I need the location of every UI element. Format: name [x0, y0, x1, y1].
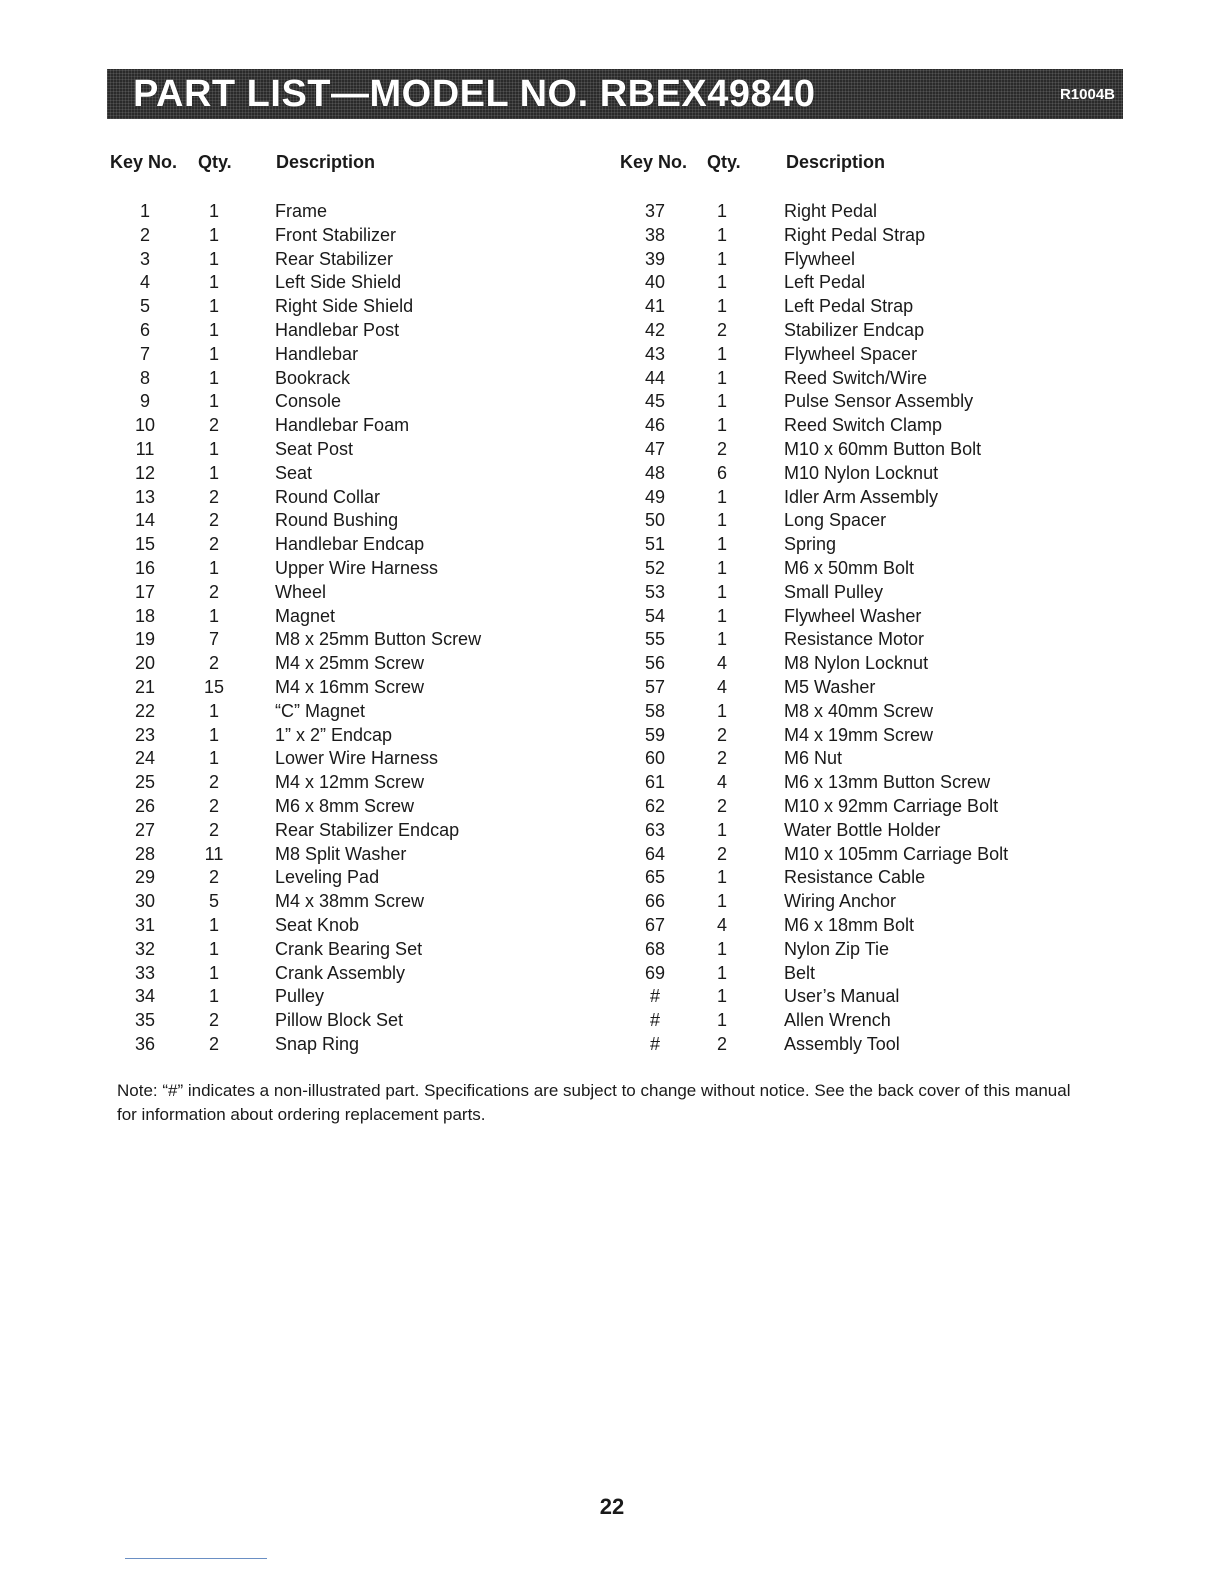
- key-number: 34: [134, 986, 156, 1007]
- quantity: 1: [716, 272, 727, 293]
- key-number: 68: [644, 938, 666, 959]
- key-number: #: [649, 986, 660, 1007]
- key-number: 10: [134, 415, 156, 436]
- key-number: 30: [134, 891, 156, 912]
- key-number: #: [649, 1033, 660, 1054]
- part-description: Crank Bearing Set: [275, 938, 423, 959]
- quantity: 2: [208, 819, 219, 840]
- part-description: Flywheel: [784, 248, 856, 269]
- part-description: Idler Arm Assembly: [784, 486, 939, 507]
- key-number: 43: [644, 343, 666, 364]
- quantity: 2: [716, 438, 727, 459]
- key-number: 41: [644, 296, 666, 317]
- part-description: Console: [275, 391, 342, 412]
- key-number: 28: [134, 843, 156, 864]
- key-number: 5: [139, 296, 150, 317]
- quantity: 5: [208, 891, 219, 912]
- quantity: 1: [208, 438, 219, 459]
- key-number: 22: [134, 700, 156, 721]
- key-number: 48: [644, 462, 666, 483]
- key-number: 49: [644, 486, 666, 507]
- key-number: 61: [644, 772, 666, 793]
- quantity: 4: [716, 653, 727, 674]
- key-number: 4: [139, 272, 150, 293]
- quantity: 2: [716, 748, 727, 769]
- part-description: Handlebar Foam: [275, 415, 410, 436]
- key-number: 32: [134, 938, 156, 959]
- part-description: M6 Nut: [784, 748, 843, 769]
- key-number: 53: [644, 581, 666, 602]
- quantity: 1: [208, 914, 219, 935]
- quantity: 1: [208, 557, 219, 578]
- part-description: M4 x 19mm Screw: [784, 724, 934, 745]
- key-number: 16: [134, 557, 156, 578]
- key-number: 31: [134, 914, 156, 935]
- part-description: Seat Knob: [275, 914, 360, 935]
- quantity: 4: [716, 676, 727, 697]
- key-number: 7: [139, 343, 150, 364]
- quantity: 6: [716, 462, 727, 483]
- part-description: Bookrack: [275, 367, 351, 388]
- part-description: Left Pedal: [784, 272, 866, 293]
- quantity: 1: [716, 296, 727, 317]
- key-number: 44: [644, 367, 666, 388]
- title-banner: [107, 69, 1123, 119]
- part-description: Round Collar: [275, 486, 381, 507]
- key-number: 15: [134, 534, 156, 555]
- quantity: 2: [716, 724, 727, 745]
- key-number: 69: [644, 962, 666, 983]
- part-description: M8 Split Washer: [275, 843, 407, 864]
- key-number: 58: [644, 700, 666, 721]
- quantity: 2: [208, 1010, 219, 1031]
- key-number: 60: [644, 748, 666, 769]
- part-description: Belt: [784, 962, 816, 983]
- part-description: M4 x 38mm Screw: [275, 891, 425, 912]
- key-number: 12: [134, 462, 156, 483]
- quantity: 1: [716, 605, 727, 626]
- key-number: 20: [134, 653, 156, 674]
- key-number: 36: [134, 1033, 156, 1054]
- quantity: 1: [716, 367, 727, 388]
- part-description: Frame: [275, 201, 328, 221]
- footer-divider: [125, 1558, 267, 1559]
- part-description: User’s Manual: [784, 986, 900, 1007]
- part-description: M10 x 105mm Carriage Bolt: [784, 843, 1009, 864]
- key-number: 47: [644, 438, 666, 459]
- part-description: Right Side Shield: [275, 296, 414, 317]
- quantity: 2: [716, 843, 727, 864]
- key-number: 23: [134, 724, 156, 745]
- part-description: Right Pedal Strap: [784, 224, 926, 245]
- quantity: 2: [208, 510, 219, 531]
- quantity: 1: [716, 248, 727, 269]
- quantity: 1: [716, 391, 727, 412]
- left-header-key-no: Key No.: [110, 152, 178, 172]
- part-description: Nylon Zip Tie: [784, 938, 890, 959]
- part-description: Lower Wire Harness: [275, 748, 439, 769]
- key-number: 9: [139, 391, 150, 412]
- key-number: 24: [134, 748, 156, 769]
- key-number: 51: [644, 534, 666, 555]
- quantity: 2: [208, 534, 219, 555]
- quantity: 1: [716, 486, 727, 507]
- part-description: Front Stabilizer: [275, 224, 397, 245]
- quantity: 1: [208, 700, 219, 721]
- key-number: 63: [644, 819, 666, 840]
- quantity: 1: [208, 462, 219, 483]
- note-text: Note: “#” indicates a non-illustrated part. Specifications are subject to change without notice. See the back cover of this manual for information about ordering replacement parts.: [117, 1081, 1071, 1124]
- key-number: 46: [644, 415, 666, 436]
- quantity: 4: [716, 914, 727, 935]
- quantity: 2: [208, 415, 219, 436]
- key-number: 11: [135, 438, 155, 459]
- part-description: Assembly Tool: [784, 1033, 900, 1054]
- quantity: 1: [716, 938, 727, 959]
- key-number: 27: [134, 819, 156, 840]
- quantity: 1: [208, 962, 219, 983]
- quantity: 1: [716, 557, 727, 578]
- part-description: M10 x 92mm Carriage Bolt: [784, 795, 999, 816]
- part-description: 1” x 2” Endcap: [275, 724, 393, 745]
- part-description: Snap Ring: [275, 1033, 360, 1054]
- right-header-description: Description: [786, 152, 886, 172]
- part-description: Rear Stabilizer: [275, 248, 394, 269]
- quantity: 1: [716, 867, 727, 888]
- part-description: Handlebar Endcap: [275, 534, 425, 555]
- part-description: Right Pedal: [784, 201, 878, 221]
- key-number: 66: [644, 891, 666, 912]
- right-header-key-no: Key No.: [620, 152, 688, 172]
- left-header-description: Description: [276, 152, 376, 172]
- key-number: 40: [644, 272, 666, 293]
- part-description: Spring: [784, 534, 837, 555]
- part-description: M6 x 8mm Screw: [275, 795, 415, 816]
- quantity: 1: [716, 534, 727, 555]
- part-description: Long Spacer: [784, 510, 887, 531]
- part-description: Left Side Shield: [275, 272, 402, 293]
- key-number: 56: [644, 653, 666, 674]
- part-description: Seat Post: [275, 438, 354, 459]
- quantity: 2: [208, 581, 219, 602]
- key-number: 37: [644, 201, 666, 221]
- key-number: 2: [139, 224, 150, 245]
- key-number: 26: [134, 795, 156, 816]
- part-description: Small Pulley: [784, 581, 884, 602]
- part-description: Seat: [275, 462, 313, 483]
- quantity: 2: [208, 1033, 219, 1054]
- quantity: 1: [208, 986, 219, 1007]
- key-number: 38: [644, 224, 666, 245]
- key-number: 29: [134, 867, 156, 888]
- quantity: 1: [716, 510, 727, 531]
- quantity: 1: [208, 296, 219, 317]
- part-description: Handlebar Post: [275, 319, 400, 340]
- quantity: 1: [208, 343, 219, 364]
- part-description: M6 x 18mm Bolt: [784, 914, 915, 935]
- right-header-qty: Qty.: [707, 152, 741, 172]
- quantity: 7: [208, 629, 219, 650]
- key-number: 55: [644, 629, 666, 650]
- quantity: 1: [716, 962, 727, 983]
- key-number: 52: [644, 557, 666, 578]
- quantity: 1: [716, 629, 727, 650]
- key-number: 54: [644, 605, 666, 626]
- quantity: 1: [208, 319, 219, 340]
- document-code: R1004B: [1059, 86, 1115, 103]
- part-description: Upper Wire Harness: [275, 557, 439, 578]
- key-number: 57: [644, 676, 666, 697]
- part-description: Handlebar: [275, 343, 359, 364]
- part-description: Flywheel Spacer: [784, 343, 918, 364]
- key-number: 8: [139, 367, 150, 388]
- page-number: 22: [599, 1494, 625, 1519]
- part-description: M4 x 12mm Screw: [275, 772, 425, 793]
- part-description: M5 Washer: [784, 676, 876, 697]
- part-description: M8 x 25mm Button Screw: [275, 629, 482, 650]
- part-description: M6 x 13mm Button Screw: [784, 772, 991, 793]
- quantity: 1: [716, 1010, 727, 1031]
- quantity: 1: [716, 581, 727, 602]
- key-number: 64: [644, 843, 666, 864]
- key-number: #: [649, 1010, 660, 1031]
- part-description: Wheel: [275, 581, 327, 602]
- part-description: Wiring Anchor: [784, 891, 897, 912]
- quantity: 1: [208, 938, 219, 959]
- quantity: 1: [716, 986, 727, 1007]
- part-description: Leveling Pad: [275, 867, 380, 888]
- key-number: 39: [644, 248, 666, 269]
- page-title: PART LIST—MODEL NO. RBEX49840: [133, 73, 816, 115]
- key-number: 19: [134, 629, 156, 650]
- quantity: 2: [208, 795, 219, 816]
- part-description: “C” Magnet: [275, 700, 366, 721]
- part-description: Left Pedal Strap: [784, 296, 914, 317]
- part-description: Pillow Block Set: [275, 1010, 404, 1031]
- key-number: 3: [139, 248, 150, 269]
- key-number: 50: [644, 510, 666, 531]
- quantity: 1: [208, 248, 219, 269]
- part-description: M8 x 40mm Screw: [784, 700, 934, 721]
- key-number: 6: [139, 319, 150, 340]
- key-number: 13: [134, 486, 156, 507]
- quantity: 2: [716, 1033, 727, 1054]
- key-number: 67: [644, 914, 666, 935]
- quantity: 1: [716, 700, 727, 721]
- part-description: Pulse Sensor Assembly: [784, 391, 974, 412]
- key-number: 18: [134, 605, 156, 626]
- part-description: Stabilizer Endcap: [784, 319, 925, 340]
- quantity: 2: [208, 486, 219, 507]
- part-description: Crank Assembly: [275, 962, 406, 983]
- part-description: Reed Switch/Wire: [784, 367, 928, 388]
- part-description: Reed Switch Clamp: [784, 415, 943, 436]
- key-number: 25: [134, 772, 156, 793]
- part-description: Resistance Motor: [784, 629, 925, 650]
- key-number: 17: [134, 581, 156, 602]
- key-number: 62: [644, 795, 666, 816]
- quantity: 1: [208, 272, 219, 293]
- quantity: 1: [716, 201, 727, 221]
- quantity: 1: [208, 367, 219, 388]
- quantity: 1: [208, 724, 219, 745]
- part-description: Pulley: [275, 986, 325, 1007]
- part-description: M4 x 25mm Screw: [275, 653, 425, 674]
- part-description: Water Bottle Holder: [784, 819, 941, 840]
- key-number: 1: [139, 201, 150, 221]
- quantity: 2: [208, 867, 219, 888]
- quantity: 1: [716, 415, 727, 436]
- key-number: 21: [134, 676, 156, 697]
- quantity: 4: [716, 772, 727, 793]
- part-description: Round Bushing: [275, 510, 399, 531]
- key-number: 65: [644, 867, 666, 888]
- quantity: 1: [208, 605, 219, 626]
- quantity: 1: [716, 891, 727, 912]
- part-description: Magnet: [275, 605, 336, 626]
- key-number: 35: [134, 1010, 156, 1031]
- quantity: 1: [208, 224, 219, 245]
- quantity: 1: [208, 201, 219, 221]
- quantity: 1: [716, 224, 727, 245]
- quantity: 1: [716, 343, 727, 364]
- part-description: Flywheel Washer: [784, 605, 922, 626]
- left-header-qty: Qty.: [198, 152, 232, 172]
- quantity: 1: [208, 391, 219, 412]
- key-number: 14: [134, 510, 156, 531]
- part-description: M8 Nylon Locknut: [784, 653, 929, 674]
- quantity: 2: [716, 319, 727, 340]
- part-description: Resistance Cable: [784, 867, 926, 888]
- quantity: 1: [716, 819, 727, 840]
- part-description: M6 x 50mm Bolt: [784, 557, 915, 578]
- part-description: Allen Wrench: [784, 1010, 891, 1031]
- quantity: 2: [208, 653, 219, 674]
- quantity: 15: [203, 676, 225, 697]
- quantity: 1: [208, 748, 219, 769]
- part-description: M10 Nylon Locknut: [784, 462, 939, 483]
- key-number: 45: [644, 391, 666, 412]
- part-description: M10 x 60mm Button Bolt: [784, 438, 982, 459]
- quantity: 2: [208, 772, 219, 793]
- part-description: M4 x 16mm Screw: [275, 676, 425, 697]
- key-number: 59: [644, 724, 666, 745]
- key-number: 33: [134, 962, 156, 983]
- quantity: 11: [204, 843, 224, 864]
- key-number: 42: [644, 319, 666, 340]
- quantity: 2: [716, 795, 727, 816]
- part-description: Rear Stabilizer Endcap: [275, 819, 460, 840]
